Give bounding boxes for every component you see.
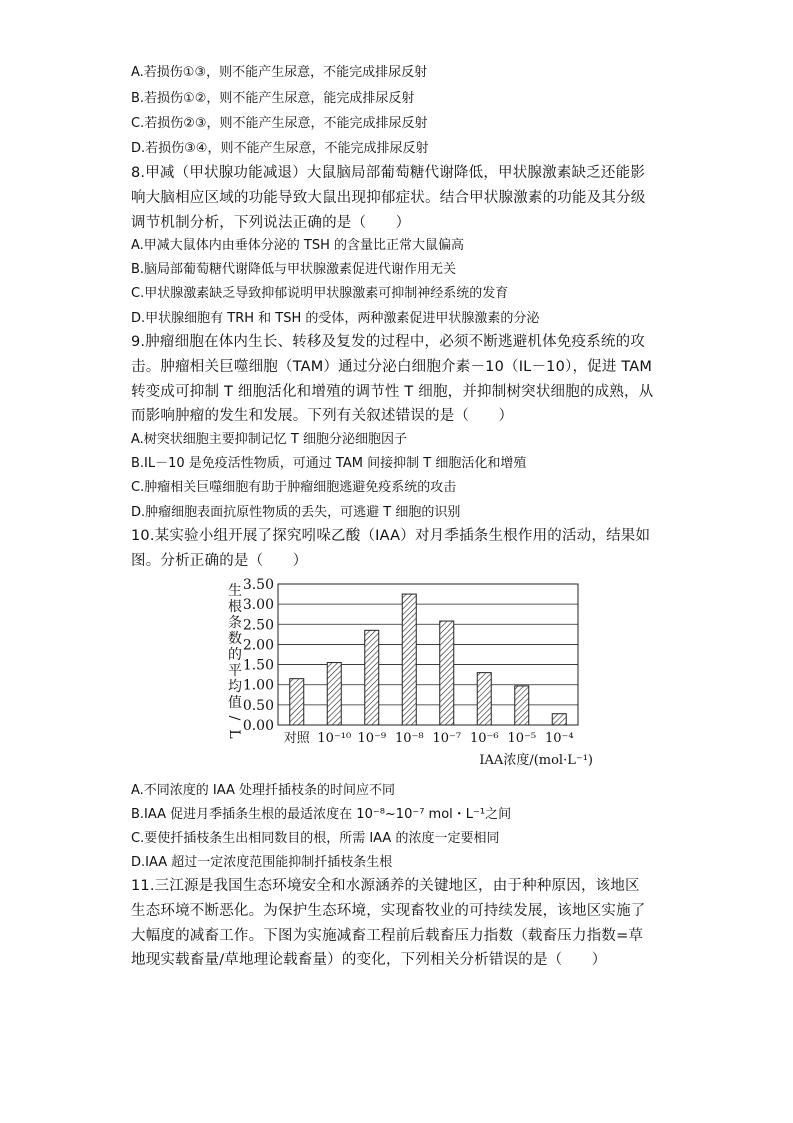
y-tick-label: 0.00 [242, 718, 274, 734]
q9-stem-line: 转变成可抑制 T 细胞活化和增殖的调节性 T 细胞，并抑制树突状细胞的成熟，从 [131, 384, 654, 400]
bar [515, 686, 529, 725]
q7-option-d: D.若损伤③④，则不能产生尿意，不能完成排尿反射 [131, 141, 429, 156]
iaa-bar-chart [225, 577, 595, 772]
y-axis-label-char: 条 [228, 615, 242, 631]
q11-stem-line: 大幅度的减畜工作。下图为实施减畜工程前后载畜压力指数（载畜压力指数=草 [131, 928, 644, 944]
x-tick-label: 10⁻⁹ [357, 731, 387, 746]
y-axis-label-char: 数 [228, 631, 242, 647]
q11-stem-line: 地现实载畜量/草地理论载畜量）的变化，下列相关分析错误的是（ ） [131, 952, 607, 968]
q9-option-a: A.树突状细胞主要抑制记忆 T 细胞分泌细胞因子 [131, 432, 408, 447]
y-tick-label: 3.50 [242, 577, 274, 593]
q10-option-b: B.IAA 促进月季插条生根的最适浓度在 10⁻⁸~10⁻⁷ mol・L⁻¹之间 [131, 807, 512, 822]
y-axis-label-char: 值 [228, 695, 242, 711]
q10-option-d: D.IAA 超过一定浓度范围能抑制扦插枝条生根 [131, 855, 393, 870]
q9-option-c: C.肿瘤相关巨噬细胞有助于肿瘤细胞逃避免疫系统的攻击 [131, 480, 457, 495]
y-axis-label-char: 生 [228, 583, 242, 599]
chart-svg [225, 577, 595, 772]
x-tick-label: 10⁻⁶ [469, 731, 499, 746]
q11-stem-line: 生态环境不断恶化。为保护生态环境，实现畜牧业的可持续发展，该地区实施了 [131, 903, 646, 919]
y-axis-label-char: L [226, 729, 242, 739]
y-axis-label-char: 平 [228, 663, 242, 679]
chart-grid [278, 604, 578, 705]
plot-frame [278, 584, 578, 725]
q8-stem-line: 响大脑相应区域的功能导致大鼠出现抑郁症状。结合甲状腺激素的功能及其分级 [131, 190, 646, 206]
x-tick-label: 10⁻⁷ [432, 731, 462, 746]
bar [365, 630, 379, 725]
bar [402, 594, 416, 725]
bar [327, 663, 341, 725]
x-tick-label: 10⁻⁵ [507, 731, 537, 746]
x-tick-labels [284, 730, 574, 746]
q8-option-b: B.脑局部葡萄糖代谢降低与甲状腺激素促进代谢作用无关 [131, 262, 457, 277]
bar [552, 714, 566, 725]
q8-stem-line: 8.甲减（甲状腺功能减退）大鼠脑局部葡萄糖代谢降低，甲状腺激素缺乏还能影 [131, 165, 646, 181]
bar [477, 673, 491, 725]
bar [440, 621, 454, 725]
q10-option-c: C.要使扦插枝条生出相同数目的根，所需 IAA 的浓度一定要相同 [131, 831, 500, 846]
x-tick-label: 10⁻⁸ [394, 731, 424, 746]
x-tick-label: 10⁻⁴ [544, 731, 574, 746]
q9-option-b: B.IL－10 是免疫活性物质，可通过 TAM 间接抑制 T 细胞活化和增殖 [131, 456, 527, 471]
q9-option-d: D.肿瘤细胞表面抗原性物质的丢失，可逃避 T 细胞的识别 [131, 505, 461, 520]
q10-stem-line: 10.某实验小组开展了探究吲哚乙酸（IAA）对月季插条生根作用的活动，结果如 [131, 528, 651, 544]
bar [290, 679, 304, 725]
q8-stem-line: 调节机制分析，下列说法正确的是（ ） [131, 215, 411, 231]
q11-stem-line: 11.三江源是我国生态环境安全和水源涵养的关键地区，由于种种原因，该地区 [131, 878, 640, 894]
y-tick-label: 2.50 [242, 617, 274, 634]
q7-option-c: C.若损伤②③，则不能产生尿意，不能完成排尿反射 [131, 116, 428, 131]
y-tick-label: 3.00 [242, 597, 274, 614]
y-tick-label: 2.00 [242, 637, 274, 654]
q8-option-a: A.甲减大鼠体内由垂体分泌的 TSH 的含量比正常大鼠偏高 [131, 238, 465, 253]
y-axis-label-char: 均 [228, 679, 242, 695]
y-tick-labels [243, 577, 274, 734]
q9-stem-line: 而影响肿瘤的发生和发展。下列有关叙述错误的是（ ） [131, 408, 514, 424]
q9-stem-line: 9.肿瘤细胞在体内生长、转移及复发的过程中，必须不断逃避机体免疫系统的攻 [131, 334, 646, 350]
y-axis-label-char: 根 [228, 599, 242, 615]
x-axis-label: IAA浓度/(mol·L⁻¹) [479, 753, 593, 768]
q8-option-d: D.甲状腺细胞有 TRH 和 TSH 的受体，两种激素促进甲状腺激素的分泌 [131, 311, 540, 326]
y-tick-label: 1.00 [242, 677, 274, 694]
q8-option-c: C.甲状腺激素缺乏导致抑郁说明甲状腺激素可抑制神经系统的发育 [131, 286, 509, 301]
y-axis-label [226, 582, 242, 739]
x-tick-label: 对照 [283, 731, 310, 746]
bars [290, 594, 567, 725]
q9-stem-line: 击。肿瘤相关巨噬细胞（TAM）通过分泌白细胞介素－10（IL－10），促进 TAM [131, 359, 653, 375]
x-tick-label: 10⁻¹⁰ [317, 731, 352, 746]
q10-option-a: A.不同浓度的 IAA 处理扦插枝条的时间应不同 [131, 783, 396, 798]
q7-option-a: A.若损伤①③，则不能产生尿意，不能完成排尿反射 [131, 65, 428, 80]
y-tick-label: 0.50 [242, 697, 274, 714]
q7-option-b: B.若损伤①②，则不能产生尿意，能完成排尿反射 [131, 91, 415, 106]
y-axis-label-char: / [226, 715, 242, 721]
y-axis-label-char: 的 [228, 647, 242, 663]
q10-stem-line: 图。分析正确的是（ ） [131, 553, 308, 569]
y-tick-label: 1.50 [242, 657, 274, 674]
